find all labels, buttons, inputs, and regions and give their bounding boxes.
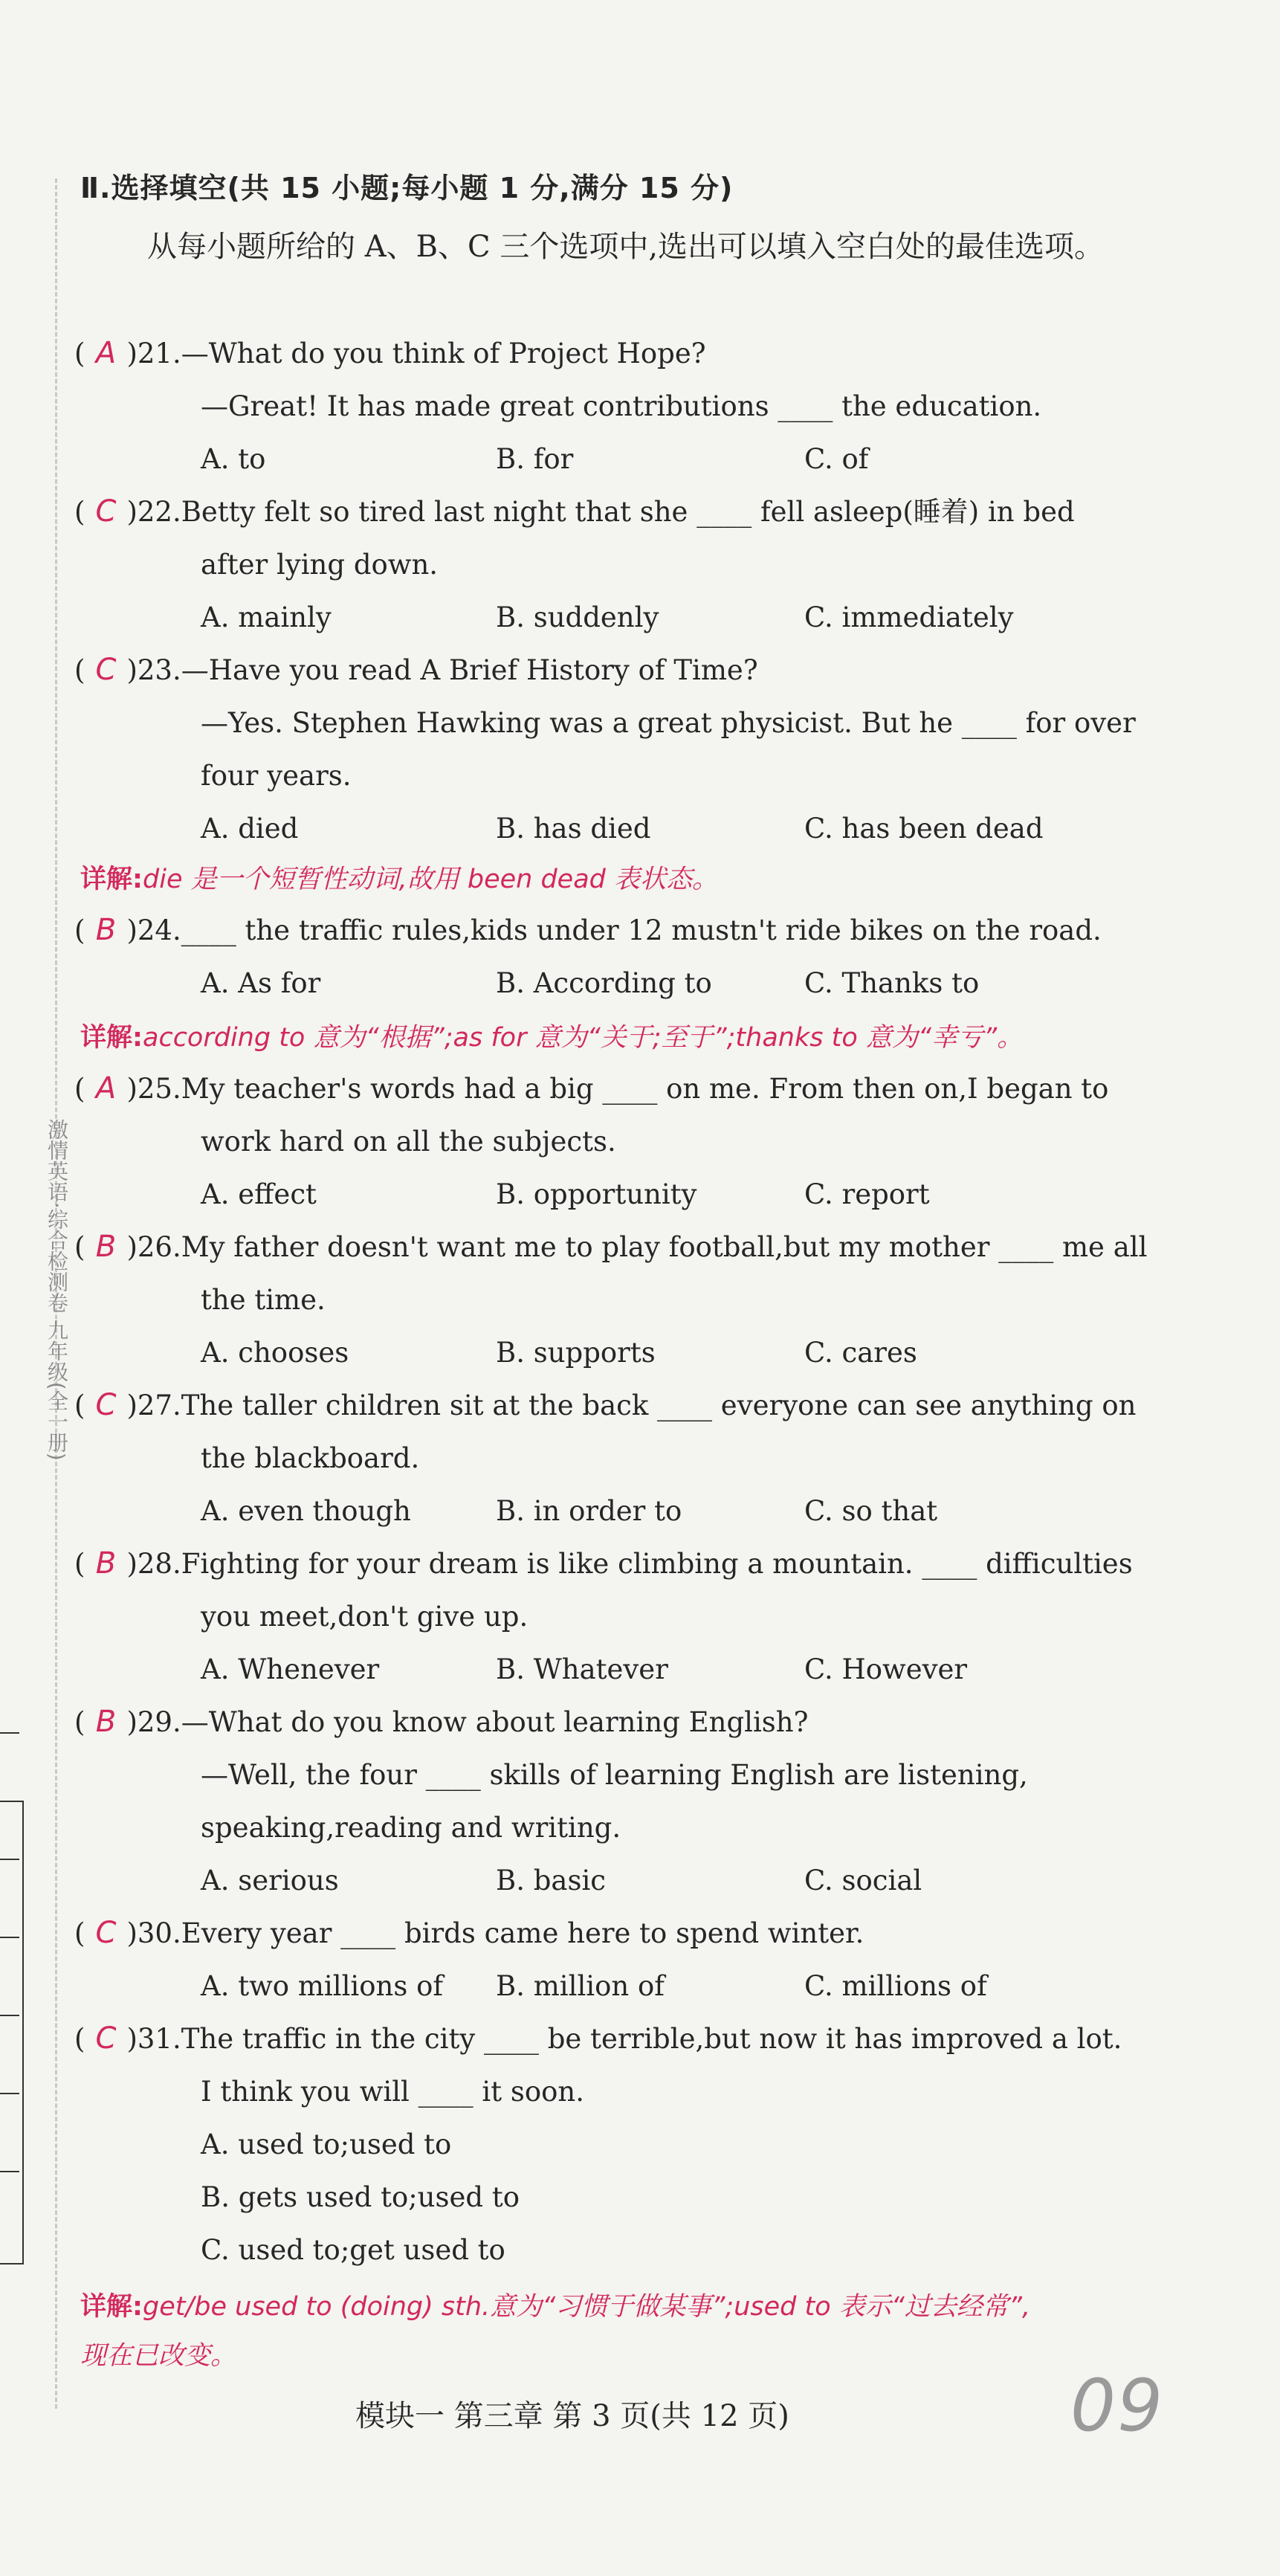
question-text-line: the blackboard. [201,1442,420,1474]
binding-tick [0,1859,19,1860]
question-number: 23. [137,654,181,686]
options-row [74,1168,1108,1221]
answer-mark: B [95,913,117,947]
option-b: B. supports [496,1337,656,1369]
spine-label: 激情英语·综合检测卷 九年级(全一册) [45,1119,69,1461]
question-stem [74,2012,1122,2065]
option-b: B. in order to [496,1495,682,1527]
question-text-line: —Yes. Stephen Hawking was a great physicist. But he ____ for over [201,707,1136,739]
question-text: Every year ____ birds came here to spend winter. [181,1917,864,1949]
question-text: Fighting for your dream is like climbing a mountain. ____ difficulties [181,1548,1133,1580]
option-b: B. According to [496,967,712,999]
options-row [74,802,1136,855]
question-stem [74,1221,1147,1274]
options-row [74,957,1102,1010]
question-stem [74,1537,1133,1590]
option-a: A. two millions of [201,1970,444,2002]
option-c: C. millions of [804,1970,987,2002]
answer-paren-close: ) [126,496,138,528]
answer-paren-close: ) [126,1073,138,1105]
question-item [74,904,1102,1010]
question-text: ____ the traffic rules,kids under 12 mustn't ride bikes on the road. [181,914,1102,946]
question-stem [74,904,1102,957]
footer-chapter: 模块一 第三章 第 3 页(共 12 页) [355,2399,789,2433]
question-item [74,327,1041,485]
binding-tick [0,1732,19,1734]
answer-paren-close: ) [126,2023,138,2055]
question-stem [74,1696,1028,1749]
question-text: My father doesn't want me to play football,but my mother ____ me all [181,1231,1148,1263]
question-number: 26. [137,1231,181,1263]
options-row [74,591,1075,644]
question-text-line: four years. [201,760,352,792]
options-row [74,1854,1028,1907]
detail-note [80,2282,1030,2380]
answer-mark: A [95,336,117,370]
option-c: C. immediately [804,601,1014,633]
options-row [74,1643,1133,1696]
option-a: A. Whenever [201,1653,380,1685]
options-row [74,1326,1147,1379]
question-number: 24. [137,914,181,946]
question-item [74,485,1075,644]
option-a: A. even though [201,1495,411,1527]
answer-paren-open: ( [74,1917,85,1949]
question-text-line: —Great! It has made great contributions ____ the education. [201,390,1042,422]
answer-paren-close: ) [126,914,138,946]
page-number: 09 [1070,2364,1165,2447]
option-a: A. to [201,443,266,475]
answer-paren-open: ( [74,2023,85,2055]
answer-paren-close: ) [126,1917,138,1949]
answer-paren-close: ) [126,654,138,686]
option-a: A. chooses [201,1337,349,1369]
option-b: B. suddenly [496,601,659,633]
option-b: B. has died [496,813,651,845]
option-c: C. report [804,1178,930,1210]
question-item [74,1696,1028,1907]
option-b: B. million of [496,1970,665,2002]
question-text-line: I think you will ____ it soon. [201,2076,584,2108]
question-number: 27. [137,1389,181,1421]
section-instruction: 从每小题所给的 A、B、C 三个选项中,选出可以填入空白处的最佳选项。 [147,230,1105,264]
answer-mark: C [95,1916,117,1950]
option-c: C. of [804,443,869,475]
question-item [74,644,1136,855]
answer-mark: B [95,1230,117,1264]
question-text-line: A. used to;used to [201,2128,452,2160]
question-item [74,2012,1122,2276]
answer-paren-close: ) [126,1231,138,1263]
answer-mark: B [95,1546,117,1581]
question-stem [74,644,1136,697]
answer-mark: C [95,653,117,687]
answer-paren-open: ( [74,338,85,369]
question-item [74,1537,1133,1696]
option-c: C. Thanks to [804,967,980,999]
question-item [74,1062,1108,1221]
question-text: —What do you know about learning English? [181,1706,809,1738]
answer-paren-open: ( [74,496,85,528]
question-stem [74,1062,1108,1115]
binding-tick [0,2093,19,2094]
answer-mark: B [95,1705,117,1739]
question-stem [74,327,1041,380]
answer-paren-close: ) [126,1548,138,1580]
option-c: C. social [804,1865,922,1897]
options-row [74,1960,987,2012]
answer-paren-close: ) [126,1389,138,1421]
answer-paren-open: ( [74,1706,85,1738]
question-text-line: you meet,don't give up. [201,1601,529,1633]
question-text: —What do you think of Project Hope? [181,338,706,369]
question-text: Betty felt so tired last night that she ____ fell asleep(睡着) in bed [181,496,1075,528]
answer-mark: A [95,1071,117,1105]
answer-mark: C [95,494,117,529]
option-a: A. effect [201,1178,317,1210]
question-item [74,1379,1136,1537]
detail-note [80,1013,1023,1062]
options-row [74,433,1041,485]
binding-tick [0,1937,19,1938]
option-c: C. However [804,1653,968,1685]
section-title: Ⅱ.选择填空(共 15 小题;每小题 1 分,满分 15 分) [80,172,734,204]
question-item [74,1907,987,2012]
answer-paren-open: ( [74,914,85,946]
answer-paren-open: ( [74,654,85,686]
answer-paren-close: ) [126,338,138,369]
question-stem [74,1379,1136,1432]
option-c: C. cares [804,1337,917,1369]
option-b: B. for [496,443,574,475]
answer-paren-open: ( [74,1073,85,1105]
question-stem [74,1907,864,1960]
question-number: 28. [137,1548,181,1580]
question-text: —Have you read A Brief History of Time? [181,654,758,686]
answer-mark: C [95,2021,117,2056]
question-text: The taller children sit at the back ____ everyone can see anything on [181,1389,1137,1421]
option-b: B. Whatever [496,1653,668,1685]
binding-tick [0,2015,19,2016]
question-number: 25. [137,1073,181,1105]
detail-label: 详解: [80,1023,143,1053]
question-text-line: the time. [201,1284,326,1316]
answer-paren-open: ( [74,1548,85,1580]
option-b: B. opportunity [496,1178,697,1210]
answer-paren-open: ( [74,1389,85,1421]
question-text-line: after lying down. [201,549,439,581]
question-text-line: speaking,reading and writing. [201,1812,621,1844]
question-text: My teacher's words had a big ____ on me. From then on,I began to [181,1073,1109,1105]
binding-tick [0,2171,19,2172]
option-a: A. died [201,813,299,845]
option-a: A. serious [201,1865,339,1897]
option-a: A. mainly [201,601,332,633]
detail-note [80,855,718,904]
option-a: A. As for [201,967,321,999]
answer-mark: C [95,1388,117,1422]
question-text: The traffic in the city ____ be terrible,but now it has improved a lot. [181,2023,1122,2055]
detail-label: 详解: [80,2292,143,2322]
question-number: 29. [137,1706,181,1738]
question-stem [74,485,1075,538]
detail-text: according to 意为“根据”;as for 意为“关于;至于”;thanks to 意为“幸亏”。 [143,1023,1024,1053]
question-number: 31. [137,2023,181,2055]
detail-label: 详解: [80,865,143,894]
answer-paren-open: ( [74,1231,85,1263]
question-text-line: —Well, the four ____ skills of learning English are listening, [201,1759,1028,1791]
question-text-line: work hard on all the subjects. [201,1126,616,1158]
question-number: 21. [137,338,181,369]
option-c: C. has been dead [804,813,1044,845]
answer-paren-close: ) [126,1706,138,1738]
detail-text-continued: 现在已改变。 [80,2341,237,2371]
question-number: 30. [137,1917,181,1949]
question-text-line: C. used to;get used to [201,2234,505,2266]
binding-box [0,1801,24,2265]
option-b: B. basic [496,1865,606,1897]
detail-text: die 是一个短暂性动词,故用 been dead 表状态。 [143,865,718,894]
options-row [74,1485,1136,1537]
detail-text: get/be used to (doing) sth.意为“习惯于做某事”;used to 表示“过去经常”, [143,2292,1031,2322]
option-c: C. so that [804,1495,938,1527]
question-text-line: B. gets used to;used to [201,2181,520,2213]
question-item [74,1221,1147,1379]
question-number: 22. [137,496,181,528]
